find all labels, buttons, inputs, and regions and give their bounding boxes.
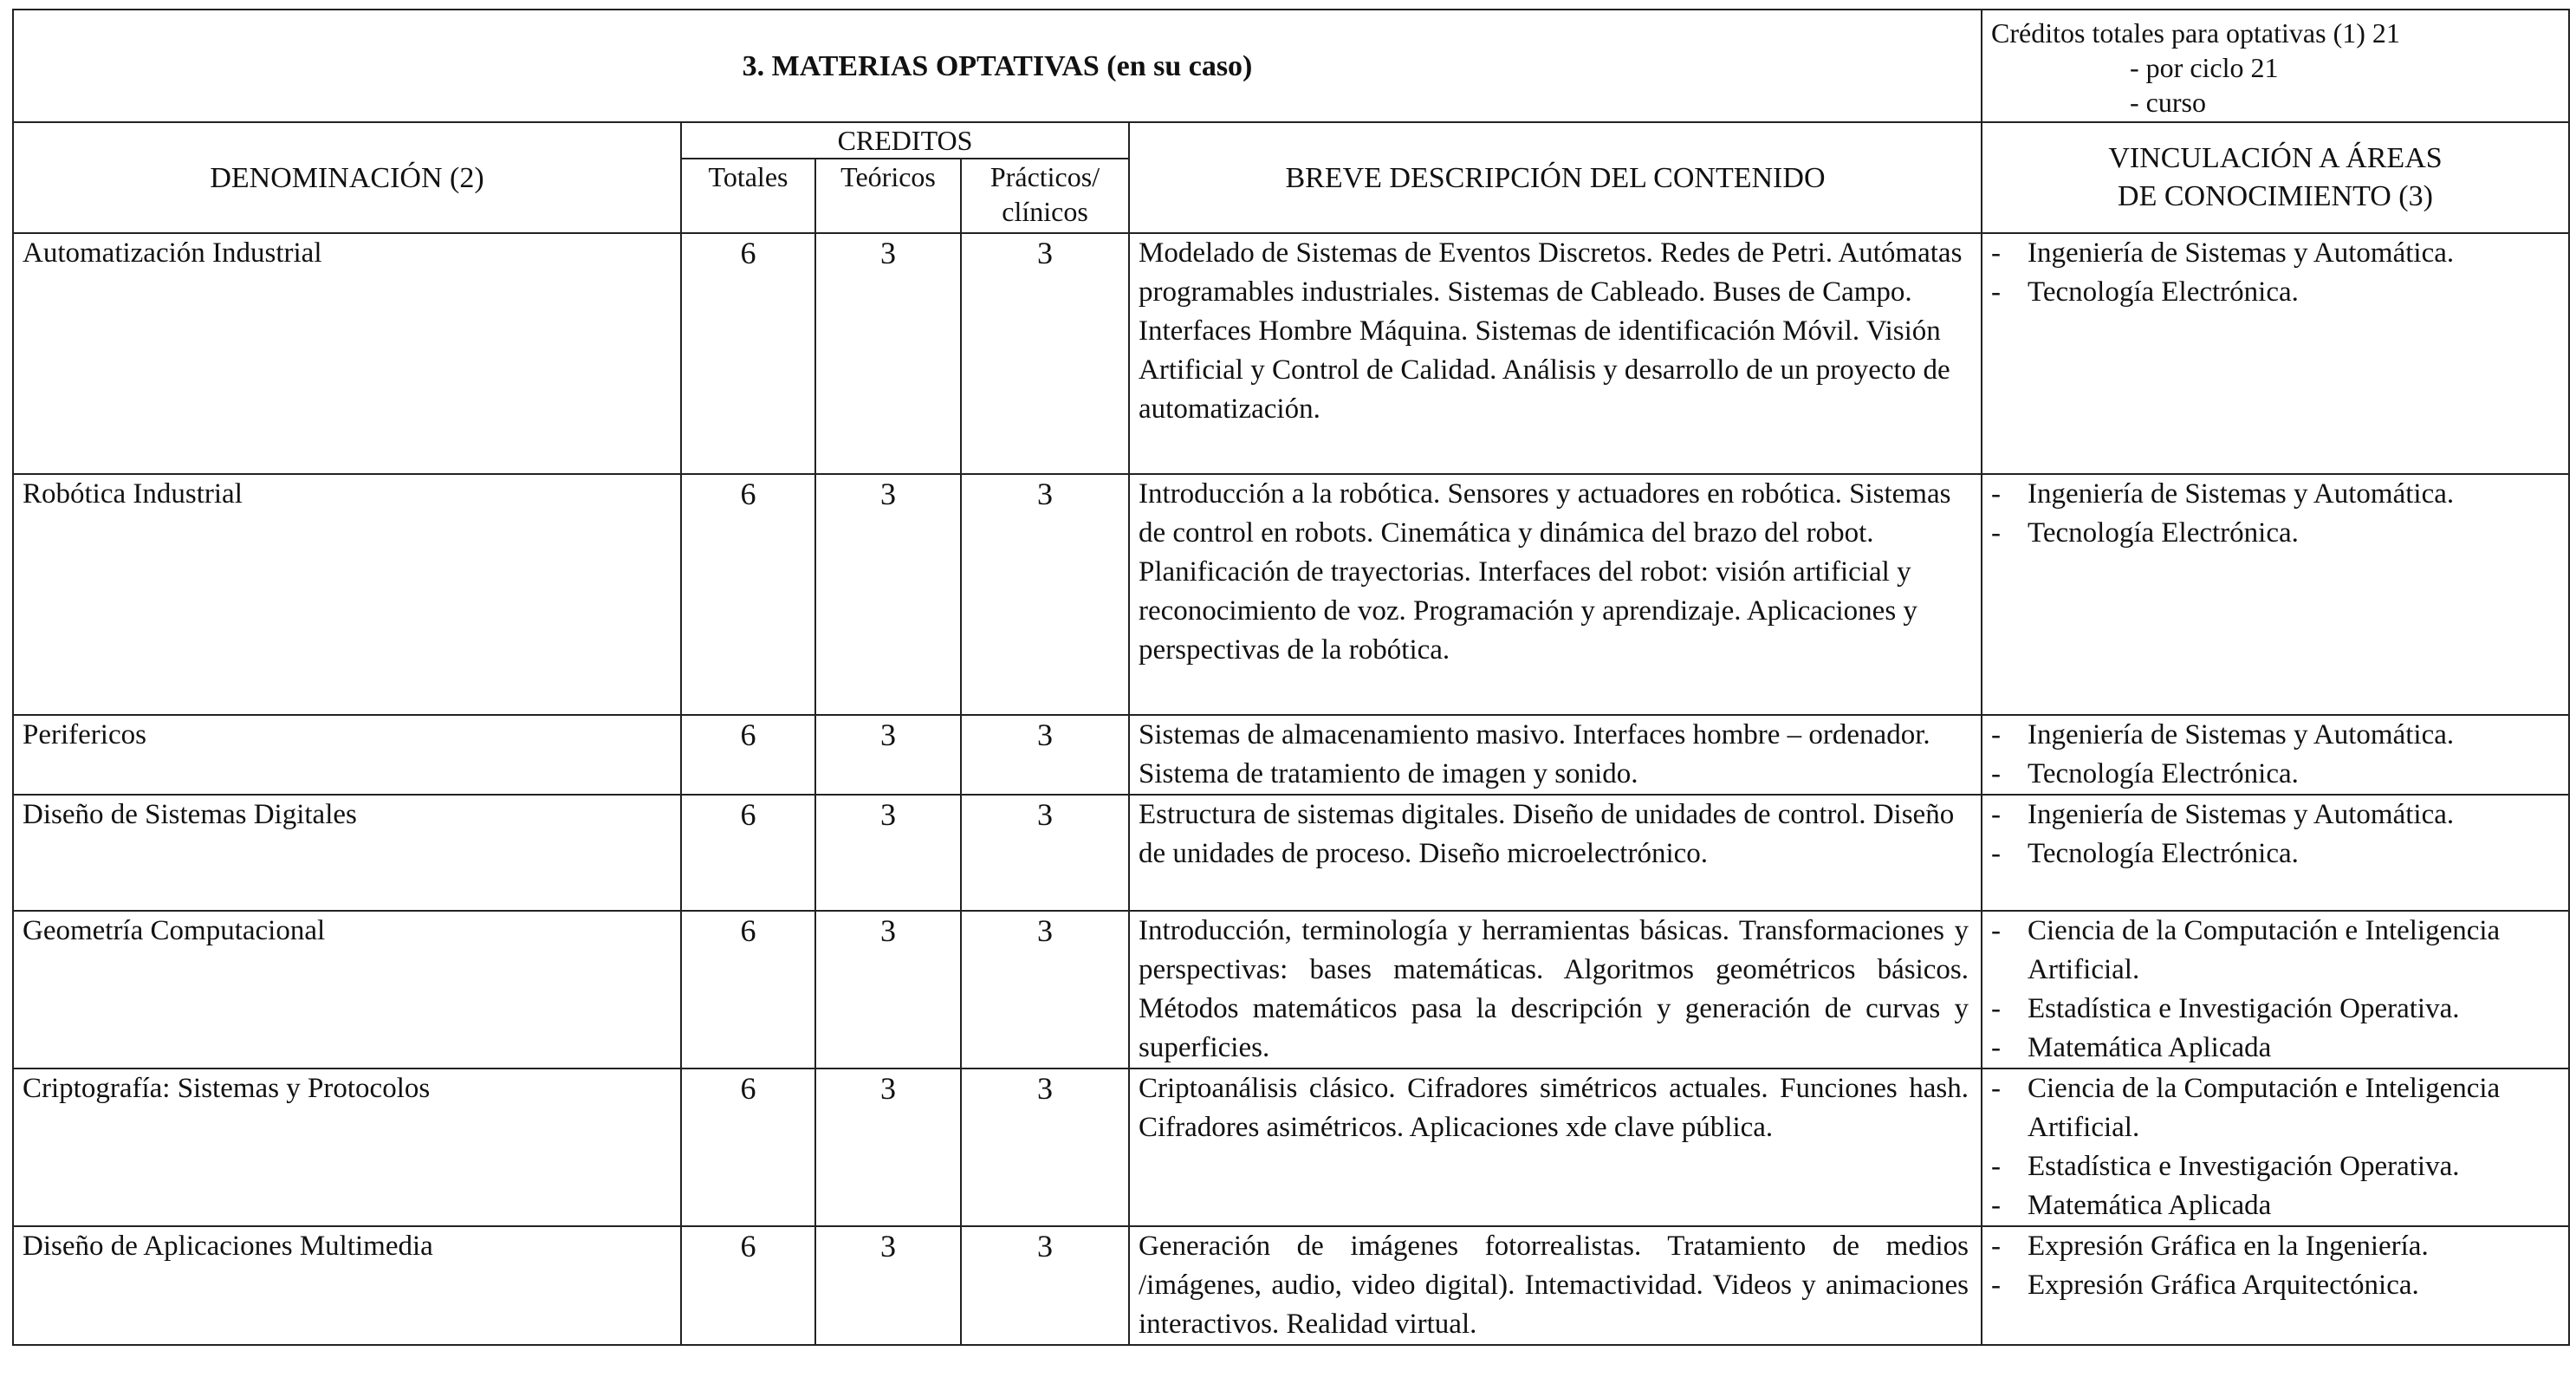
subject-description: Introducción, terminología y herramientas básicas. Transformaciones y perspectivas: bases matemáticas. Algoritmos geométricos básicos. Métodos matemáticos pasa la descripción y generación de curvas y superficies. — [1129, 911, 1982, 1068]
knowledge-areas — [1982, 233, 2569, 474]
header-teoricos: Teóricos — [815, 159, 961, 233]
table-row — [13, 474, 2569, 715]
list-dash: - — [1991, 237, 2001, 269]
header-totales: Totales — [681, 159, 815, 233]
credits-totales: 6 — [681, 795, 815, 911]
list-dash: - — [1991, 719, 2001, 750]
list-dash: - — [1991, 799, 2001, 830]
header-practicos-line-1: Prácticos/ — [990, 161, 1100, 192]
subject-name: Diseño de Sistemas Digitales — [13, 795, 681, 911]
knowledge-area-item — [1991, 273, 2560, 312]
knowledge-area-item — [1991, 1186, 2560, 1225]
table-row — [13, 795, 2569, 911]
knowledge-area-item — [1991, 1227, 2560, 1266]
knowledge-area-item — [1991, 796, 2560, 835]
subject-description: Modelado de Sistemas de Eventos Discretos. Redes de Petri. Autómatas programables industriales. Sistemas de Cableado. Buses de Campo. Interfaces Hombre Máquina. Sistemas de identificación Móvil. Visión Artificial y Control de Calidad. Análisis y desarrollo de un proyecto de automatización. — [1129, 233, 1982, 474]
credits-teoricos: 3 — [815, 474, 961, 715]
knowledge-areas — [1982, 911, 2569, 1068]
table-row — [13, 1226, 2569, 1345]
optional-subjects-table — [12, 9, 2570, 1346]
list-dash: - — [1991, 1270, 2001, 1301]
credits-teoricos: 3 — [815, 715, 961, 795]
knowledge-area-item — [1991, 755, 2560, 794]
knowledge-area-label: Estadística e Investigación Operativa. — [2028, 993, 2460, 1024]
column-header-row-1 — [13, 122, 2569, 159]
list-dash: - — [1991, 517, 2001, 549]
subject-description: Estructura de sistemas digitales. Diseño de unidades de control. Diseño de unidades de proceso. Diseño microelectrónico. — [1129, 795, 1982, 911]
header-practicos — [961, 159, 1129, 233]
subject-name: Automatización Industrial — [13, 233, 681, 474]
knowledge-areas — [1982, 715, 2569, 795]
table-row — [13, 911, 2569, 1068]
section-title: 3. MATERIAS OPTATIVAS (en su caso) — [13, 10, 1982, 122]
list-dash: - — [1991, 915, 2001, 946]
knowledge-area-label: Tecnología Electrónica. — [2028, 758, 2299, 789]
subject-name: Criptografía: Sistemas y Protocolos — [13, 1068, 681, 1226]
credits-totales: 6 — [681, 1068, 815, 1226]
knowledge-area-item — [1991, 1266, 2560, 1305]
subject-description: Generación de imágenes fotorrealistas. Tratamiento de medios /imágenes, audio, video digital). Intemactividad. Videos y animaciones interactivos. Realidad virtual. — [1129, 1226, 1982, 1345]
list-dash: - — [1991, 758, 2001, 789]
list-dash: - — [1991, 838, 2001, 869]
table-row — [13, 1068, 2569, 1226]
credits-totales: 6 — [681, 233, 815, 474]
knowledge-area-label: Ingeniería de Sistemas y Automática. — [2028, 799, 2455, 830]
knowledge-area-item — [1991, 1029, 2560, 1068]
knowledge-area-label: Matemática Aplicada — [2028, 1190, 2272, 1221]
knowledge-areas — [1982, 1226, 2569, 1345]
knowledge-area-item — [1991, 912, 2560, 990]
subject-name: Robótica Industrial — [13, 474, 681, 715]
credits-totales: 6 — [681, 474, 815, 715]
credits-summary — [1982, 10, 2569, 122]
list-dash: - — [1991, 1151, 2001, 1182]
header-creditos: CREDITOS — [681, 122, 1129, 159]
credits-practicos: 3 — [961, 1226, 1129, 1345]
knowledge-area-item — [1991, 514, 2560, 553]
knowledge-area-item — [1991, 835, 2560, 874]
knowledge-area-label: Ingeniería de Sistemas y Automática. — [2028, 237, 2455, 269]
table-row — [13, 715, 2569, 795]
subject-name: Diseño de Aplicaciones Multimedia — [13, 1226, 681, 1345]
knowledge-area-label: Expresión Gráfica en la Ingeniería. — [2028, 1231, 2429, 1262]
subject-name: Perifericos — [13, 715, 681, 795]
credits-practicos: 3 — [961, 911, 1129, 1068]
header-denominacion: DENOMINACIÓN (2) — [13, 122, 681, 233]
credits-course: - curso — [2130, 87, 2206, 118]
knowledge-area-label: Tecnología Electrónica. — [2028, 276, 2299, 308]
knowledge-areas — [1982, 1068, 2569, 1226]
list-dash: - — [1991, 478, 2001, 510]
knowledge-areas — [1982, 795, 2569, 911]
knowledge-area-label: Expresión Gráfica Arquitectónica. — [2028, 1270, 2419, 1301]
title-row — [13, 10, 2569, 122]
credits-totales: 6 — [681, 911, 815, 1068]
header-vinculacion — [1982, 122, 2569, 233]
credits-cycle: - por ciclo 21 — [2130, 52, 2279, 83]
header-vinculacion-line-1: VINCULACIÓN A ÁREAS — [2108, 142, 2443, 174]
knowledge-area-label: Estadística e Investigación Operativa. — [2028, 1151, 2460, 1182]
knowledge-area-item — [1991, 1147, 2560, 1186]
list-dash: - — [1991, 1073, 2001, 1104]
credits-practicos: 3 — [961, 795, 1129, 911]
subject-description: Introducción a la robótica. Sensores y actuadores en robótica. Sistemas de control en robots. Cinemática y dinámica del brazo del robot. Planificación de trayectorias. Interfaces del robot: visión artificial y reconocimiento de voz. Programación y aprendizaje. Aplicaciones y perspectivas de la robótica. — [1129, 474, 1982, 715]
knowledge-area-label: Matemática Aplicada — [2028, 1032, 2272, 1063]
list-dash: - — [1991, 276, 2001, 308]
knowledge-area-item — [1991, 716, 2560, 755]
credits-practicos: 3 — [961, 1068, 1129, 1226]
knowledge-areas — [1982, 474, 2569, 715]
knowledge-area-label: Ingeniería de Sistemas y Automática. — [2028, 719, 2455, 750]
knowledge-area-label: Ciencia de la Computación e Inteligencia Artificial. — [2028, 915, 2501, 985]
credits-totales: 6 — [681, 715, 815, 795]
list-dash: - — [1991, 1032, 2001, 1063]
credits-practicos: 3 — [961, 474, 1129, 715]
credits-practicos: 3 — [961, 233, 1129, 474]
credits-teoricos: 3 — [815, 233, 961, 474]
header-practicos-line-2: clínicos — [1002, 196, 1088, 227]
list-dash: - — [1991, 993, 2001, 1024]
knowledge-area-label: Tecnología Electrónica. — [2028, 838, 2299, 869]
subject-name: Geometría Computacional — [13, 911, 681, 1068]
credits-teoricos: 3 — [815, 795, 961, 911]
knowledge-area-item — [1991, 990, 2560, 1029]
credits-practicos: 3 — [961, 715, 1129, 795]
subject-description: Sistemas de almacenamiento masivo. Interfaces hombre – ordenador. Sistema de tratamiento de imagen y sonido. — [1129, 715, 1982, 795]
subject-description: Criptoanálisis clásico. Cifradores simétricos actuales. Funciones hash. Cifradores asimétricos. Aplicaciones xde clave pública. — [1129, 1068, 1982, 1226]
knowledge-area-item — [1991, 1069, 2560, 1147]
header-descripcion: BREVE DESCRIPCIÓN DEL CONTENIDO — [1129, 122, 1982, 233]
knowledge-area-label: Ciencia de la Computación e Inteligencia Artificial. — [2028, 1073, 2501, 1143]
credits-teoricos: 3 — [815, 911, 961, 1068]
credits-teoricos: 3 — [815, 1068, 961, 1226]
credits-teoricos: 3 — [815, 1226, 961, 1345]
list-dash: - — [1991, 1231, 2001, 1262]
credits-totales: 6 — [681, 1226, 815, 1345]
header-vinculacion-line-2: DE CONOCIMIENTO (3) — [2118, 180, 2433, 212]
table-row — [13, 233, 2569, 474]
knowledge-area-item — [1991, 475, 2560, 514]
knowledge-area-item — [1991, 234, 2560, 273]
knowledge-area-label: Ingeniería de Sistemas y Automática. — [2028, 478, 2455, 510]
list-dash: - — [1991, 1190, 2001, 1221]
credits-total: Créditos totales para optativas (1) 21 — [1991, 17, 2400, 49]
knowledge-area-label: Tecnología Electrónica. — [2028, 517, 2299, 549]
